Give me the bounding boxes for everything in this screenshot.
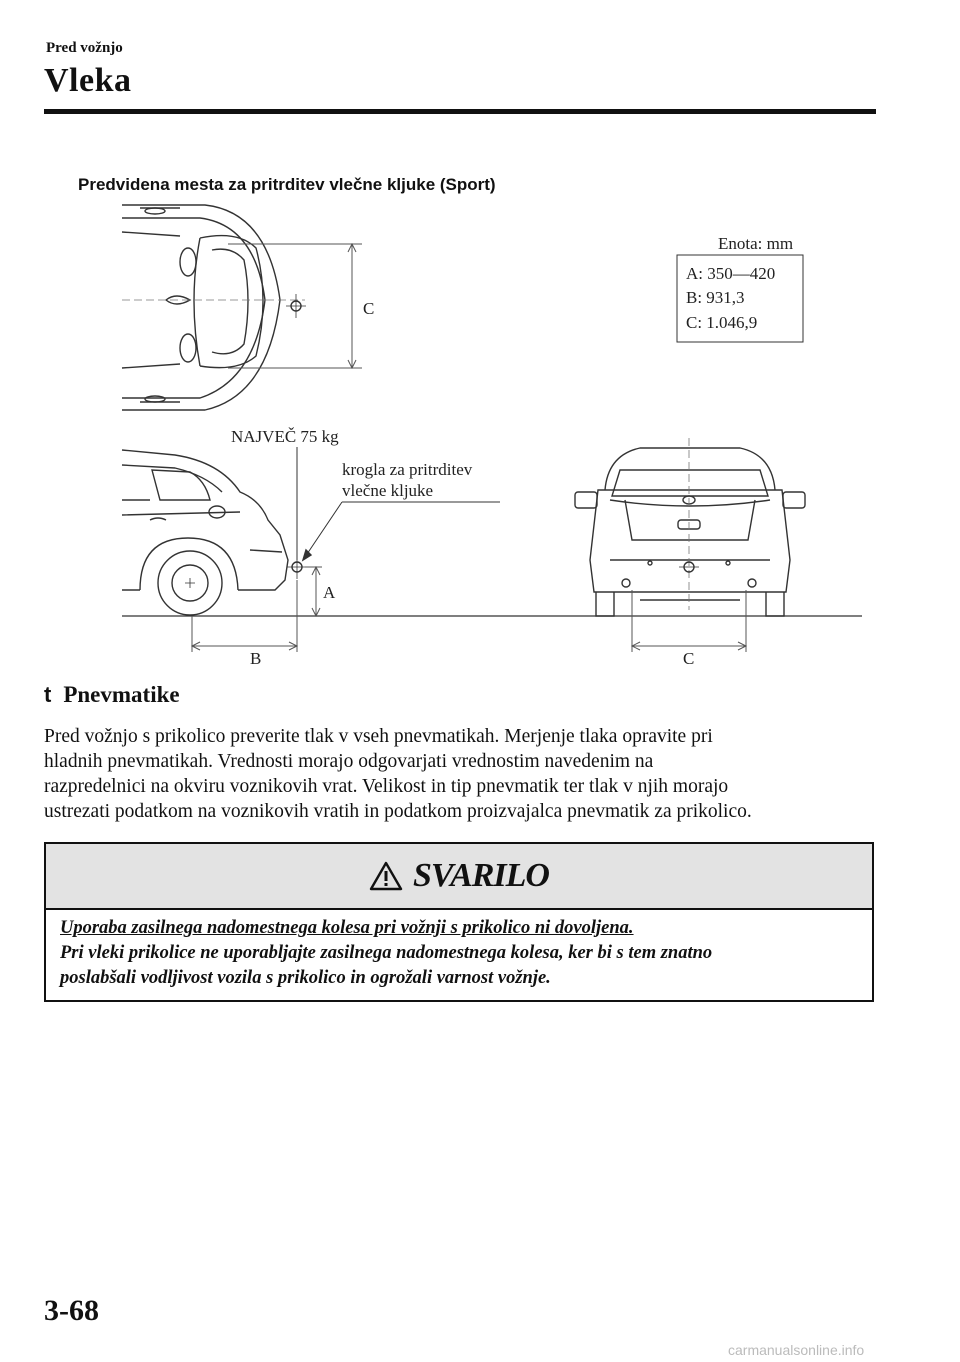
unit-label: Enota: mm bbox=[718, 234, 794, 253]
ball-label-line1: krogla za pritrditev bbox=[342, 460, 473, 479]
paragraph-line: razpredelnici na okviru voznikovih vrat. Velikost in tip pnevmatik ter tlak v njih morajo bbox=[44, 776, 729, 797]
car-top-view bbox=[122, 205, 280, 410]
tires-heading bbox=[44, 682, 180, 708]
paragraph-line: hladnih pnevmatikah. Vrednosti morajo odgovarjati vrednostim navedenim na bbox=[44, 751, 654, 772]
header-rule bbox=[44, 109, 876, 114]
page-number: 3-68 bbox=[44, 1294, 99, 1327]
warning-header bbox=[46, 844, 872, 910]
site-watermark: carmanualsonline.info bbox=[728, 1342, 865, 1358]
section-bullet-icon: t bbox=[44, 682, 52, 707]
spec-c: C: 1.046,9 bbox=[686, 313, 758, 332]
section-name: Pred vožnjo bbox=[46, 40, 123, 56]
paragraph-line: Pred vožnjo s prikolico preverite tlak v vseh pnevmatikah. Merjenje tlaka opravite pri bbox=[44, 726, 713, 747]
dim-b-label: B bbox=[250, 649, 262, 668]
warning-box bbox=[44, 842, 874, 1002]
warning-line: poslabšali vodljivost vozila s prikolico in ogrožali varnost vožnje. bbox=[60, 968, 551, 988]
dim-c-top-label: C bbox=[363, 299, 375, 318]
spec-b: B: 931,3 bbox=[686, 288, 745, 307]
warning-line: Uporaba zasilnega nadomestnega kolesa pri vožnji s prikolico ni dovoljena. bbox=[60, 918, 634, 938]
max-load-label: NAJVEČ 75 kg bbox=[231, 427, 339, 446]
car-side-view bbox=[122, 450, 288, 615]
car-rear-view bbox=[575, 448, 805, 616]
spec-a: A: 350—420 bbox=[686, 264, 776, 283]
chapter-title: Vleka bbox=[44, 62, 132, 99]
warning-triangle-icon bbox=[369, 861, 403, 891]
warning-line: Pri vleki prikolice ne uporabljajte zasilnega nadomestnega kolesa, ker bi s tem znatno bbox=[60, 943, 713, 963]
warning-title: SVARILO bbox=[413, 857, 549, 894]
ball-label-line2: vlečne kljuke bbox=[342, 481, 434, 500]
warning-text bbox=[60, 916, 866, 991]
towbar-diagram bbox=[0, 190, 960, 670]
dim-a-label: A bbox=[323, 583, 336, 602]
tires-paragraph bbox=[44, 724, 880, 824]
paragraph-line: ustrezati podatkom na voznikovih vratih in podatkom proizvajalca pnevmatik za prikolico. bbox=[44, 801, 752, 822]
dim-c-rear-label: C bbox=[683, 649, 695, 668]
tires-heading-text: Pnevmatike bbox=[63, 682, 180, 707]
figure-caption: Predvidena mesta za pritrditev vlečne kljuke (Sport) bbox=[78, 175, 496, 194]
